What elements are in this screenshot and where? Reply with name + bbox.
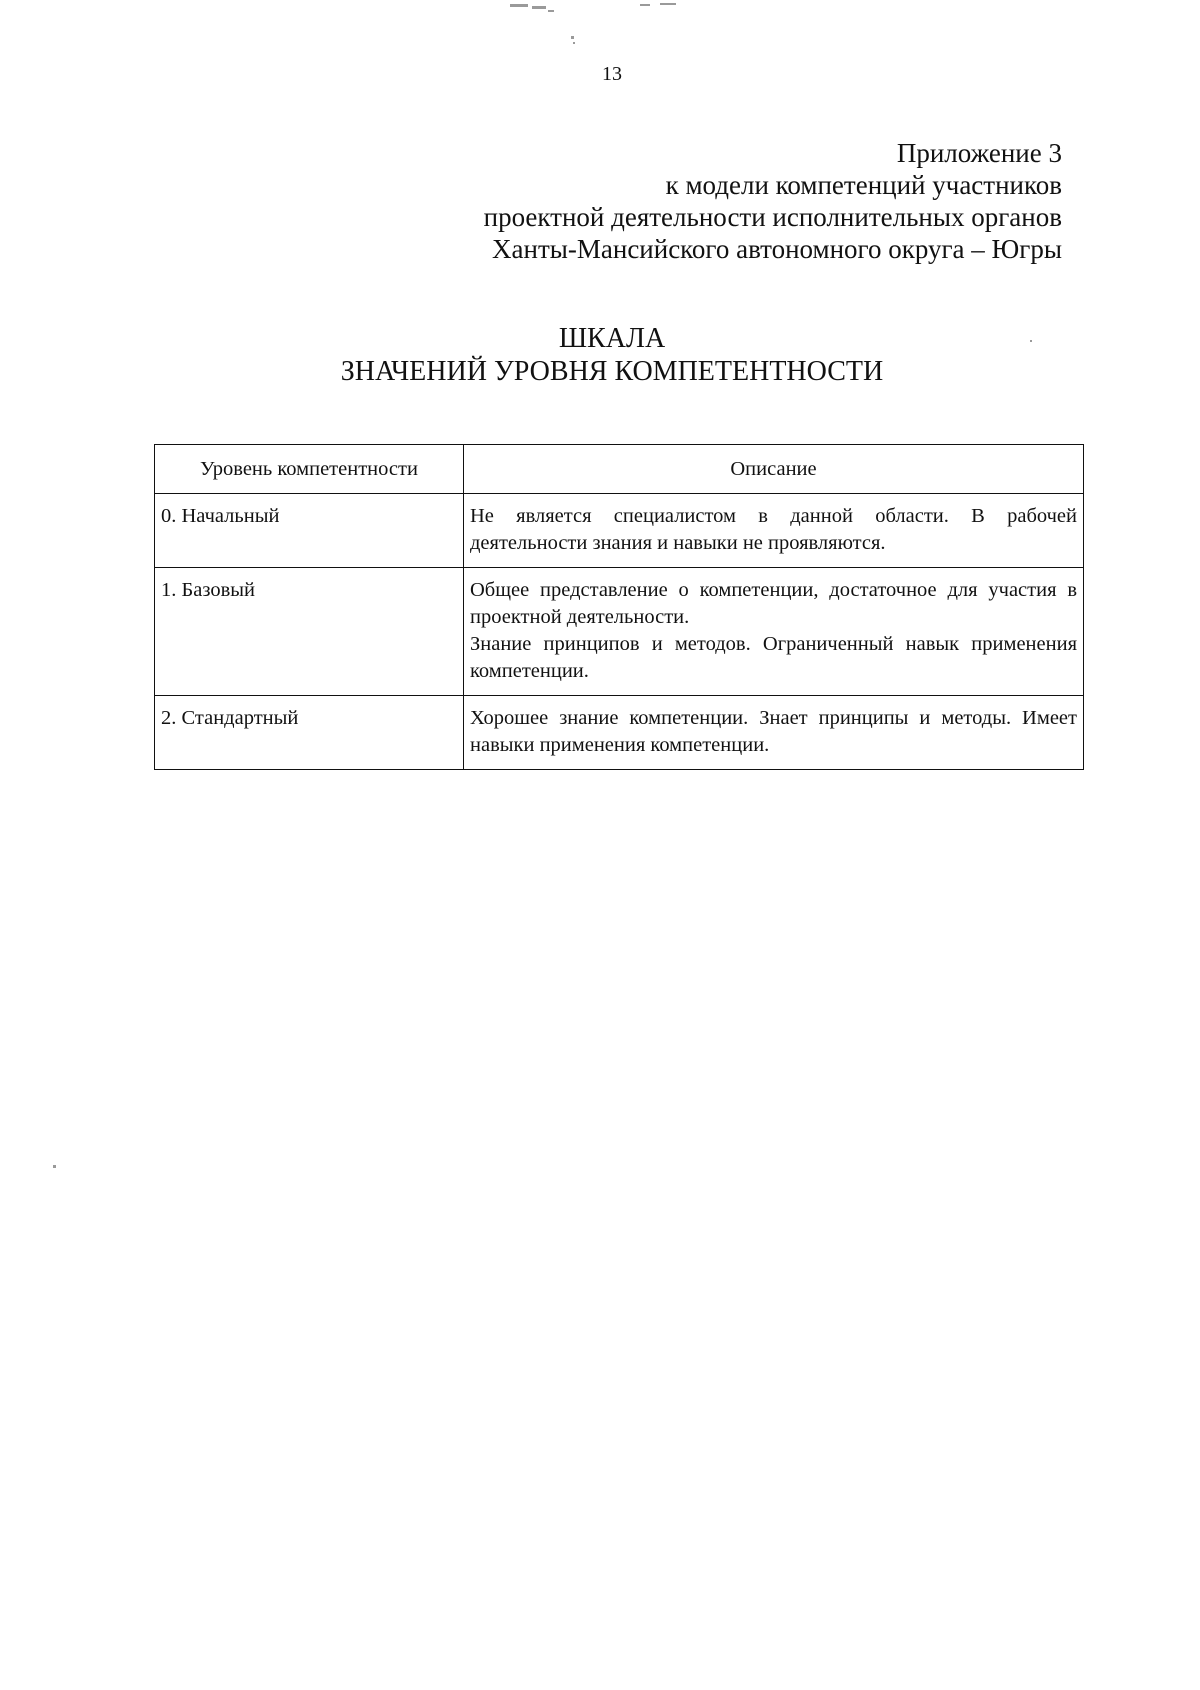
description-text: Общее представление о компетенции, достаточное для участия в проектной деятельности. <box>470 579 1077 628</box>
level-cell: 0. Начальный <box>155 494 464 568</box>
header-level: Уровень компетентности <box>155 445 464 494</box>
table-row <box>155 568 1084 696</box>
appendix-line: Ханты-Мансийского автономного округа – Югры <box>492 234 1062 264</box>
appendix-line: к модели компетенций участников <box>665 170 1062 200</box>
appendix-header <box>484 137 1062 265</box>
title-line-1: ШКАЛА <box>558 323 666 354</box>
table-header-row <box>155 445 1084 494</box>
level-cell: 2. Стандартный <box>155 696 464 770</box>
appendix-line: проектной деятельности исполнительных органов <box>483 202 1062 232</box>
table-row <box>155 696 1084 770</box>
description-cell <box>464 568 1084 696</box>
description-text: Не является специалистом в данной области. В рабочей деятельности знания и навыки не проявляются. <box>470 505 1077 554</box>
competence-scale-table <box>154 444 1084 770</box>
table-row <box>155 494 1084 568</box>
description-cell <box>464 494 1084 568</box>
header-description: Описание <box>464 445 1084 494</box>
description-text: Хорошее знание компетенции. Знает принципы и методы. Имеет навыки применения компетенции. <box>470 707 1077 756</box>
document-title <box>12 322 1200 388</box>
description-cell <box>464 696 1084 770</box>
level-cell: 1. Базовый <box>155 568 464 696</box>
page-number: 13 <box>602 63 622 85</box>
title-line-2: ЗНАЧЕНИЙ УРОВНЯ КОМПЕТЕНТНОСТИ <box>340 356 884 387</box>
appendix-line: Приложение 3 <box>896 138 1062 168</box>
description-text: Знание принципов и методов. Ограниченный навык применения компетенции. <box>470 633 1077 682</box>
